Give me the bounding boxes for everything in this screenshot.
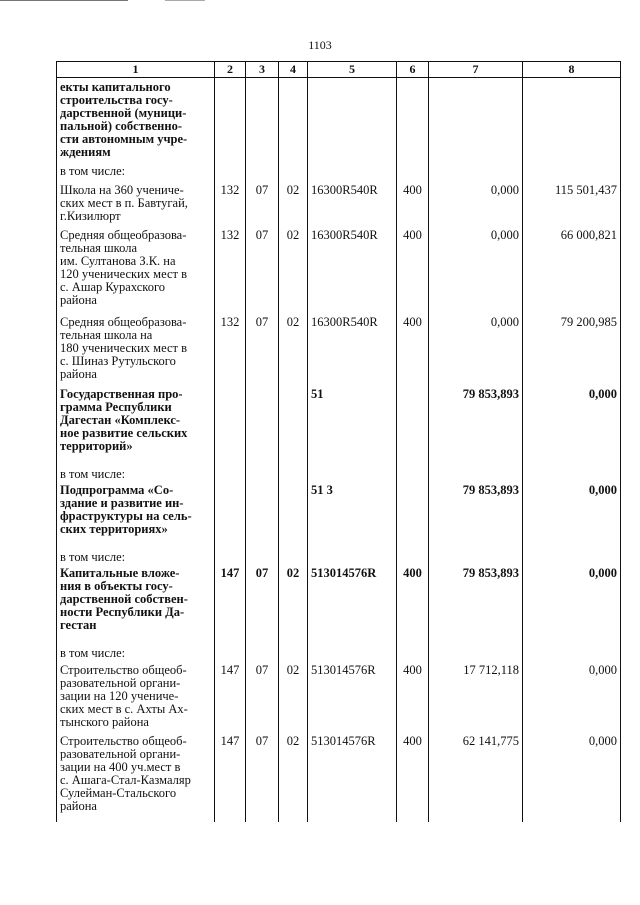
code-target-item: 513014576R	[308, 732, 397, 822]
code-main-admin: 132	[215, 313, 246, 385]
row-name-line: здание и развитие ин-	[60, 496, 184, 510]
code-main-admin: 147	[215, 564, 246, 641]
code-target-item: 51	[308, 385, 397, 462]
row-name-line: пальной) собственно-	[60, 119, 182, 133]
table-row	[57, 641, 621, 661]
row-name-line: дарственной собствен-	[60, 592, 188, 606]
table-row	[57, 159, 621, 181]
row-name-line: в том числе:	[60, 646, 126, 660]
code-subsection: 02	[279, 564, 308, 641]
row-name	[57, 226, 215, 313]
row-name-line: Строительство общеоб-	[60, 734, 187, 748]
code-subsection	[279, 641, 308, 661]
row-name-line: территорий»	[60, 439, 133, 453]
row-name-line: с. Ашар Курахского	[60, 280, 166, 294]
code-subsection	[279, 545, 308, 564]
row-name-line: района	[60, 799, 97, 813]
row-name-line: зации на 400 уч.мест в	[60, 760, 181, 774]
code-subsection: 02	[279, 181, 308, 226]
col-header-7: 7	[429, 62, 523, 78]
row-name-line: района	[60, 293, 97, 307]
amount-col7: 17 712,118	[429, 661, 523, 732]
table-row	[57, 481, 621, 545]
code-section: 07	[246, 564, 279, 641]
row-name-line: ских мест в п. Бавтугай,	[60, 196, 188, 210]
amount-col7	[429, 78, 523, 160]
table-row	[57, 78, 621, 160]
row-name-line: Сулейман-Стальского	[60, 786, 177, 800]
code-expense-type	[397, 641, 429, 661]
code-expense-type	[397, 545, 429, 564]
code-target-item	[308, 545, 397, 564]
code-section	[246, 641, 279, 661]
code-expense-type	[397, 159, 429, 181]
row-name-line: сти автономным учре-	[60, 132, 188, 146]
code-section: 07	[246, 732, 279, 822]
code-target-item	[308, 462, 397, 481]
amount-col8: 0,000	[523, 385, 621, 462]
row-name-line: ния в объекты госу-	[60, 579, 173, 593]
amount-col8	[523, 545, 621, 564]
row-name-line: Средняя общеобразова-	[60, 228, 187, 242]
col-header-4: 4	[279, 62, 308, 78]
code-target-item: 51 3	[308, 481, 397, 545]
amount-col7: 0,000	[429, 181, 523, 226]
col-header-8: 8	[523, 62, 621, 78]
code-expense-type: 400	[397, 181, 429, 226]
row-name-line: в том числе:	[60, 164, 126, 178]
row-name-line: Средняя общеобразова-	[60, 315, 187, 329]
row-name-line: дарственной (муници-	[60, 106, 187, 120]
code-subsection	[279, 159, 308, 181]
row-name-line: Государственная про-	[60, 387, 183, 401]
code-expense-type: 400	[397, 313, 429, 385]
row-name-line: разовательной органи-	[60, 747, 181, 761]
amount-col7	[429, 641, 523, 661]
code-target-item: 16300R540R	[308, 226, 397, 313]
amount-col7: 0,000	[429, 226, 523, 313]
code-target-item	[308, 641, 397, 661]
code-section	[246, 78, 279, 160]
amount-col8: 79 200,985	[523, 313, 621, 385]
amount-col8: 0,000	[523, 732, 621, 822]
code-main-admin	[215, 78, 246, 160]
table-row	[57, 564, 621, 641]
table-row	[57, 181, 621, 226]
code-section	[246, 159, 279, 181]
table-row	[57, 462, 621, 481]
row-name	[57, 564, 215, 641]
table-row	[57, 226, 621, 313]
table-row	[57, 545, 621, 564]
amount-col8	[523, 78, 621, 160]
code-main-admin	[215, 641, 246, 661]
code-subsection: 02	[279, 661, 308, 732]
row-name-line: 120 ученических мест в	[60, 267, 187, 281]
code-section	[246, 481, 279, 545]
row-name-line: разовательной органи-	[60, 676, 181, 690]
row-name-line: екты капитального	[60, 80, 171, 94]
code-target-item	[308, 159, 397, 181]
table-row	[57, 385, 621, 462]
code-target-item: 16300R540R	[308, 313, 397, 385]
row-name	[57, 462, 215, 481]
code-main-admin	[215, 545, 246, 564]
row-name	[57, 78, 215, 160]
code-section: 07	[246, 661, 279, 732]
row-name-line: с. Ашага-Стал-Казмаляр	[60, 773, 191, 787]
code-section: 07	[246, 181, 279, 226]
code-subsection	[279, 78, 308, 160]
row-name-line: в том числе:	[60, 550, 126, 564]
code-main-admin	[215, 481, 246, 545]
code-subsection	[279, 385, 308, 462]
row-name-line: Дагестан «Комплекс-	[60, 413, 181, 427]
code-subsection: 02	[279, 313, 308, 385]
code-target-item: 513014576R	[308, 564, 397, 641]
code-target-item: 513014576R	[308, 661, 397, 732]
row-name	[57, 181, 215, 226]
col-header-5: 5	[308, 62, 397, 78]
amount-col8: 0,000	[523, 481, 621, 545]
row-name	[57, 545, 215, 564]
amount-col8: 0,000	[523, 661, 621, 732]
amount-col8	[523, 462, 621, 481]
row-name-line: гестан	[60, 618, 97, 632]
code-main-admin	[215, 462, 246, 481]
col-header-3: 3	[246, 62, 279, 78]
code-expense-type: 400	[397, 661, 429, 732]
row-name-line: ждениям	[60, 145, 111, 159]
col-header-2: 2	[215, 62, 246, 78]
code-main-admin	[215, 159, 246, 181]
code-expense-type	[397, 78, 429, 160]
code-main-admin: 132	[215, 226, 246, 313]
row-name-line: тынского района	[60, 715, 149, 729]
amount-col8	[523, 159, 621, 181]
amount-col7	[429, 545, 523, 564]
row-name-line: зации на 120 учениче-	[60, 689, 179, 703]
row-name-line: грамма Республики	[60, 400, 172, 414]
code-section	[246, 385, 279, 462]
amount-col8	[523, 641, 621, 661]
table-row	[57, 661, 621, 732]
table-row	[57, 313, 621, 385]
code-expense-type	[397, 481, 429, 545]
row-name-line: тельная школа на	[60, 328, 153, 342]
code-main-admin: 147	[215, 661, 246, 732]
row-name	[57, 481, 215, 545]
code-subsection	[279, 481, 308, 545]
code-section	[246, 545, 279, 564]
row-name-line: Подпрограмма «Со-	[60, 483, 174, 497]
row-name-line: Школа на 360 учениче-	[60, 183, 184, 197]
row-name-line: Капитальные вложе-	[60, 566, 180, 580]
table-row	[57, 732, 621, 822]
code-expense-type: 400	[397, 732, 429, 822]
row-name-line: в том числе:	[60, 467, 126, 481]
amount-col7	[429, 159, 523, 181]
row-name	[57, 313, 215, 385]
row-name-line: г.Кизилюрт	[60, 209, 121, 223]
row-name	[57, 641, 215, 661]
code-target-item: 16300R540R	[308, 181, 397, 226]
code-expense-type: 400	[397, 226, 429, 313]
row-name	[57, 732, 215, 822]
code-expense-type: 400	[397, 564, 429, 641]
amount-col8: 66 000,821	[523, 226, 621, 313]
col-header-6: 6	[397, 62, 429, 78]
top-rule-fragment	[165, 0, 205, 1]
code-section: 07	[246, 313, 279, 385]
code-main-admin: 147	[215, 732, 246, 822]
budget-table	[56, 61, 621, 822]
code-section: 07	[246, 226, 279, 313]
header-row	[57, 62, 621, 78]
row-name-line: Строительство общеоб-	[60, 663, 187, 677]
row-name-line: тельная школа	[60, 241, 137, 255]
amount-col8: 115 501,437	[523, 181, 621, 226]
row-name-line: ских территориях»	[60, 522, 168, 536]
row-name	[57, 385, 215, 462]
code-main-admin	[215, 385, 246, 462]
row-name-line: ное развитие сельских	[60, 426, 188, 440]
code-section	[246, 462, 279, 481]
amount-col7: 79 853,893	[429, 481, 523, 545]
code-expense-type	[397, 462, 429, 481]
code-subsection: 02	[279, 226, 308, 313]
row-name-line: с. Шиназ Рутульского	[60, 354, 176, 368]
row-name-line: строительства госу-	[60, 93, 173, 107]
amount-col7: 79 853,893	[429, 385, 523, 462]
row-name-line: 180 ученических мест в	[60, 341, 187, 355]
amount-col8: 0,000	[523, 564, 621, 641]
amount-col7: 62 141,775	[429, 732, 523, 822]
row-name-line: им. Султанова З.К. на	[60, 254, 176, 268]
col-header-1: 1	[57, 62, 215, 78]
amount-col7: 79 853,893	[429, 564, 523, 641]
row-name-line: района	[60, 367, 97, 381]
row-name-line: ности Республики Да-	[60, 605, 185, 619]
row-name-line: ских мест в с. Ахты Ах-	[60, 702, 188, 716]
amount-col7	[429, 462, 523, 481]
amount-col7: 0,000	[429, 313, 523, 385]
row-name-line: фраструктуры на сель-	[60, 509, 192, 523]
code-main-admin: 132	[215, 181, 246, 226]
top-rule	[0, 0, 128, 1]
row-name	[57, 159, 215, 181]
row-name	[57, 661, 215, 732]
page-number: 1103	[308, 38, 332, 52]
code-subsection	[279, 462, 308, 481]
code-expense-type	[397, 385, 429, 462]
code-target-item	[308, 78, 397, 160]
code-subsection: 02	[279, 732, 308, 822]
